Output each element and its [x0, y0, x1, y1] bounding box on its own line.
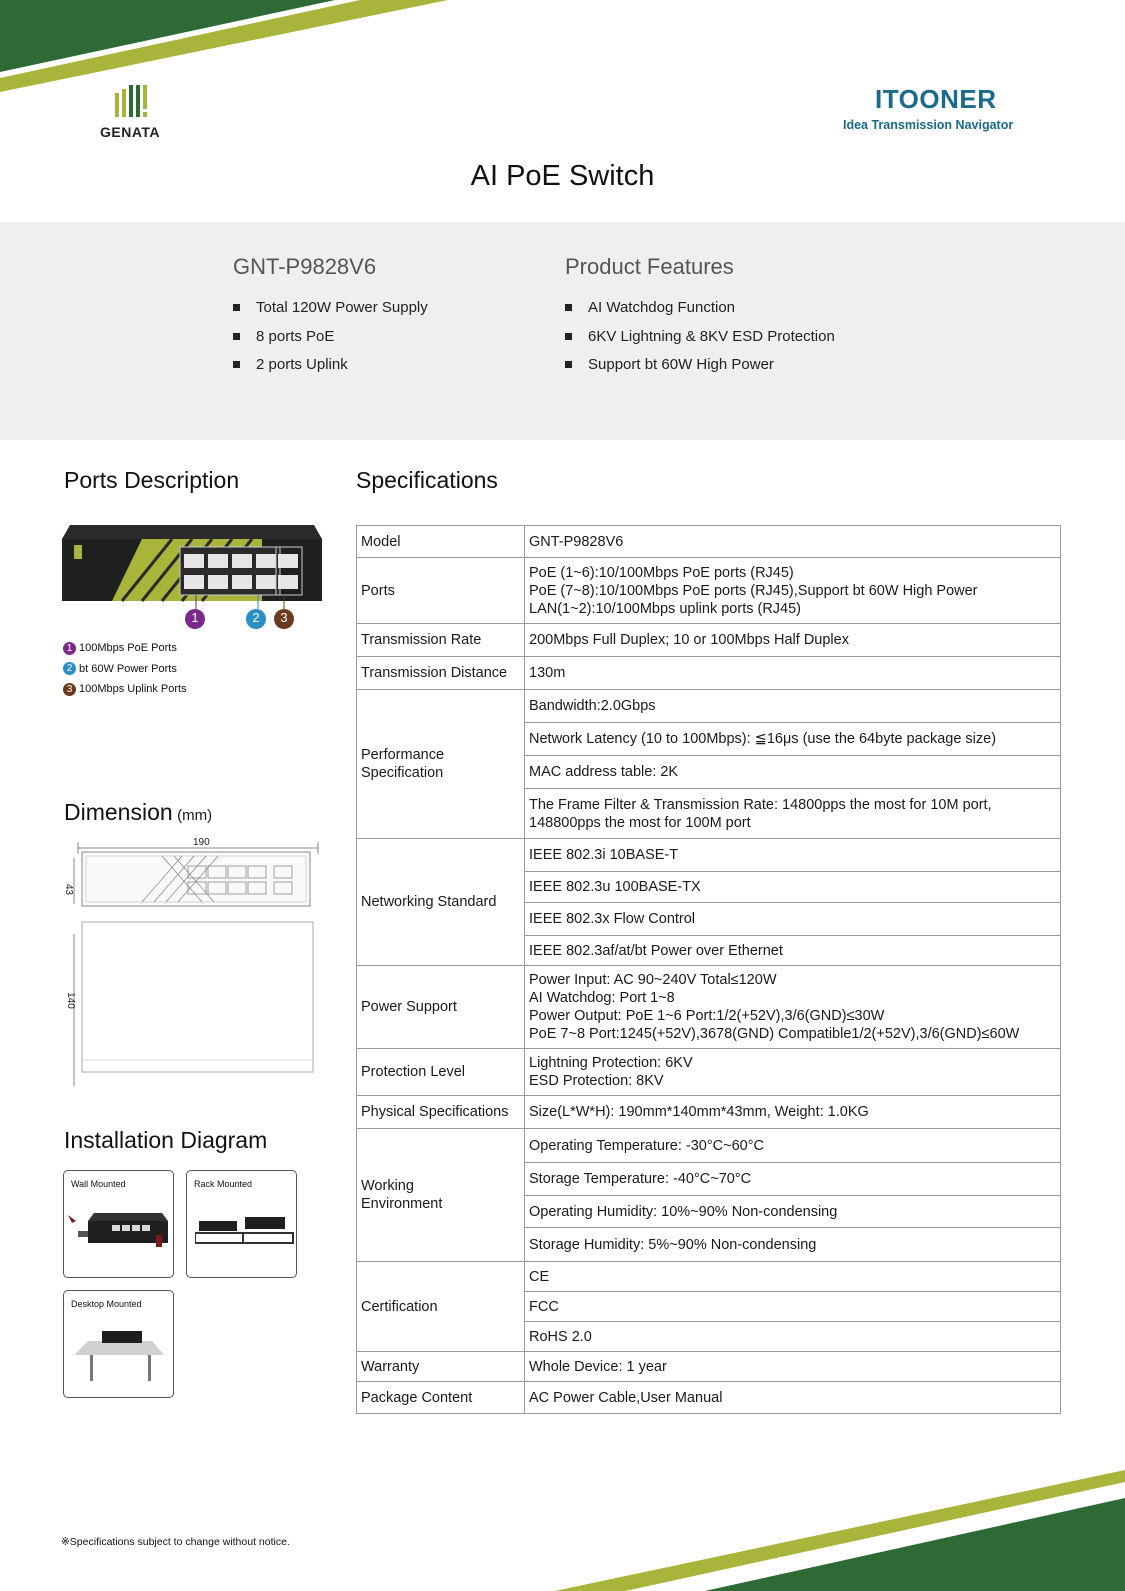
spec-key: Certification: [357, 1262, 525, 1352]
bottom-corner-stripes: [555, 1470, 1125, 1591]
legend-label: bt 60W Power Ports: [79, 662, 177, 675]
spec-value: IEEE 802.3x Flow Control: [525, 903, 1061, 936]
dimension-heading: [64, 799, 212, 826]
list-item: Total 120W Power Supply: [233, 298, 428, 327]
legend-label: 100Mbps Uplink Ports: [79, 683, 187, 696]
port-callout-2: 2: [252, 610, 260, 625]
dimension-drawing: [62, 838, 327, 1088]
spec-value: RoHS 2.0: [525, 1322, 1061, 1352]
specifications-heading: Specifications: [356, 467, 498, 493]
itooner-tagline: Idea Transmission Navigator: [843, 118, 1014, 132]
model-highlights: [233, 298, 428, 384]
spec-value: MAC address table: 2K: [525, 756, 1061, 789]
legend-item: [63, 659, 187, 680]
wall-mounted-diagram: [63, 1170, 174, 1278]
wall-mount-illustration: [66, 1205, 174, 1253]
install-label: Desktop Mounted: [71, 1299, 142, 1309]
spec-key: Package Content: [357, 1382, 525, 1414]
table-row: [357, 1352, 1061, 1382]
features-heading: Product Features: [565, 254, 734, 279]
spec-key: Transmission Rate: [357, 624, 525, 657]
list-item: 2 ports Uplink: [233, 355, 428, 384]
spec-value: Operating Temperature: -30°C~60°C: [525, 1129, 1061, 1163]
spec-value: IEEE 802.3af/at/bt Power over Ethernet: [525, 936, 1061, 966]
top-corner-stripes: [0, 0, 460, 95]
list-item: 8 ports PoE: [233, 327, 428, 356]
depth-label: 140: [64, 992, 76, 1009]
spec-key: Warranty: [357, 1352, 525, 1382]
legend-label: 100Mbps PoE Ports: [79, 642, 177, 655]
spec-value: 130m: [525, 657, 1061, 690]
spec-value: IEEE 802.3i 10BASE-T: [525, 839, 1061, 872]
specifications-table: [356, 525, 1061, 1414]
table-row: [357, 1262, 1061, 1292]
rack-mount-illustration: [195, 1215, 295, 1247]
table-row: [357, 1096, 1061, 1129]
table-row: [357, 624, 1061, 657]
spec-key: Networking Standard: [357, 839, 525, 966]
model-heading: GNT-P9828V6: [233, 254, 377, 279]
port-callout-1: 1: [191, 610, 199, 625]
table-row: [357, 1382, 1061, 1414]
legend-number: 3: [63, 683, 76, 696]
table-row: [357, 526, 1061, 558]
spec-value: IEEE 802.3u 100BASE-TX: [525, 872, 1061, 903]
feature-list: [565, 298, 835, 384]
spec-key: Working Environment: [357, 1129, 525, 1262]
legend-number: 2: [63, 662, 76, 675]
legend-number: 1: [63, 642, 76, 655]
table-row: [357, 839, 1061, 872]
genata-logo-text: GENATA: [100, 124, 161, 140]
table-row: [357, 1129, 1061, 1163]
table-row: [357, 690, 1061, 723]
page-title: AI PoE Switch: [470, 160, 655, 192]
port-callout-3: 3: [280, 610, 288, 625]
spec-value: Whole Device: 1 year: [525, 1352, 1061, 1382]
spec-value: Network Latency (10 to 100Mbps): ≦16μs (use the 64byte package size): [525, 723, 1061, 756]
spec-value: Size(L*W*H): 190mm*140mm*43mm, Weight: 1.0KG: [525, 1096, 1061, 1129]
spec-value: PoE (1~6):10/100Mbps PoE ports (RJ45) PoE (7~8):10/100Mbps PoE ports (RJ45),Support bt 60W High Power LAN(1~2):10/100Mbps uplink ports (RJ45): [525, 558, 1061, 624]
overview-band: [0, 222, 1125, 440]
legend-item: [63, 679, 187, 700]
spec-value: Bandwidth:2.0Gbps: [525, 690, 1061, 723]
height-label: 43: [63, 883, 75, 896]
table-row: [357, 558, 1061, 624]
spec-value: Operating Humidity: 10%~90% Non-condensing: [525, 1196, 1061, 1228]
spec-key: Performance Specification: [357, 690, 525, 839]
spec-value: 200Mbps Full Duplex; 10 or 100Mbps Half Duplex: [525, 624, 1061, 657]
spec-key: Protection Level: [357, 1049, 525, 1096]
ports-description-heading: Ports Description: [64, 467, 240, 493]
spec-value: FCC: [525, 1292, 1061, 1322]
spec-value: GNT-P9828V6: [525, 526, 1061, 558]
genata-logo-mark: [113, 83, 153, 119]
spec-value: Storage Humidity: 5%~90% Non-condensing: [525, 1228, 1061, 1262]
list-item: 6KV Lightning & 8KV ESD Protection: [565, 327, 835, 356]
desktop-mount-illustration: [72, 1317, 167, 1387]
list-item: AI Watchdog Function: [565, 298, 835, 327]
legend-item: [63, 638, 187, 659]
spec-value: Power Input: AC 90~240V Total≤120W AI Watchdog: Port 1~8 Power Output: PoE 1~6 Port:1/2(+52V),3/6(GND)≤30W PoE 7~8 Port:1245(+52V),3678(GND) Compatible1/2(+52V),3/6(GND)≤60W: [525, 966, 1061, 1049]
spec-key: Power Support: [357, 966, 525, 1049]
table-row: [357, 966, 1061, 1049]
dimension-title: Dimension: [64, 799, 173, 825]
rack-mounted-diagram: [186, 1170, 297, 1278]
width-label: 190: [193, 837, 210, 848]
install-label: Wall Mounted: [71, 1179, 126, 1189]
dimension-unit: (mm): [177, 807, 213, 824]
list-item: Support bt 60W High Power: [565, 355, 835, 384]
footer-note: ※Specifications subject to change without notice.: [61, 1536, 290, 1548]
spec-value: The Frame Filter & Transmission Rate: 14800pps the most for 10M port, 148800pps the most for 100M port: [525, 789, 1061, 839]
spec-value: Storage Temperature: -40°C~70°C: [525, 1163, 1061, 1196]
spec-value: CE: [525, 1262, 1061, 1292]
spec-key: Model: [357, 526, 525, 558]
spec-key: Transmission Distance: [357, 657, 525, 690]
table-row: [357, 1049, 1061, 1096]
installation-heading: Installation Diagram: [64, 1127, 268, 1153]
spec-value: Lightning Protection: 6KV ESD Protection: 8KV: [525, 1049, 1061, 1096]
spec-value: AC Power Cable,User Manual: [525, 1382, 1061, 1414]
spec-key: Physical Specifications: [357, 1096, 525, 1129]
desktop-mounted-diagram: [63, 1290, 174, 1398]
ports-legend: [63, 638, 187, 700]
spec-key: Ports: [357, 558, 525, 624]
install-label: Rack Mounted: [194, 1179, 253, 1189]
itooner-logo-text: ITOONER: [875, 84, 997, 114]
table-row: [357, 657, 1061, 690]
